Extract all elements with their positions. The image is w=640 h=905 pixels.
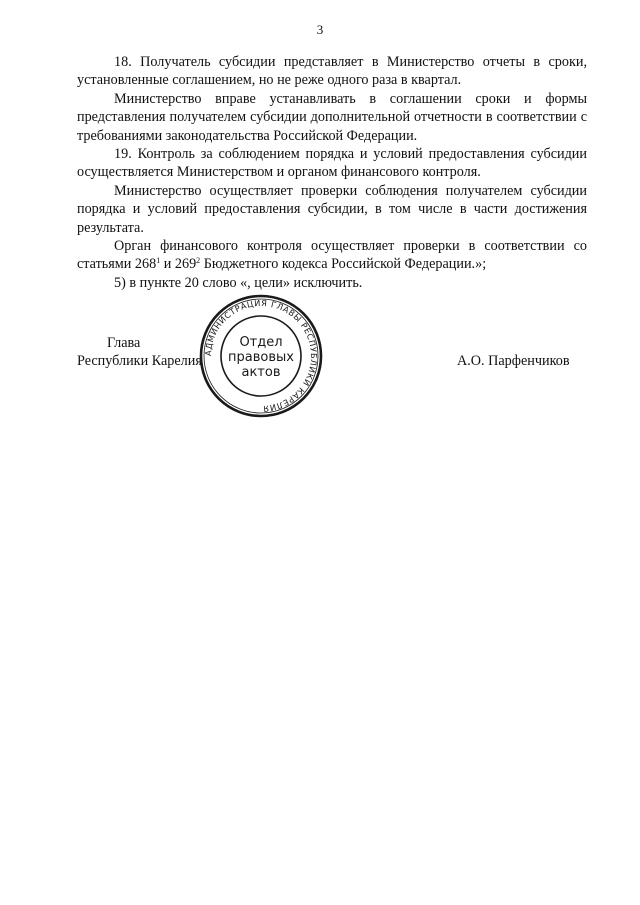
stamp-center-line1: Отдел (239, 335, 283, 350)
stamp-ring-text: АДМИНИСТРАЦИЯ ГЛАВЫ РЕСПУБЛИКИ КАРЕЛИЯ (202, 297, 320, 415)
paragraph-19-financial-control (77, 237, 587, 274)
superscript: 1 (156, 256, 161, 266)
text-segment: Бюджетного кодекса Российской Федерации.»; (200, 256, 487, 273)
signatory-title (77, 334, 202, 371)
text-segment: Орган финансового контроля осуществляет проверки в соответствии со статьями 268 (77, 238, 587, 273)
document-body (77, 53, 587, 292)
paragraph-19: 19. Контроль за соблюдением порядка и условий предоставления субсидии осуществляется Министерством и органом финансового контроля. (77, 146, 587, 181)
text-segment: и 269 (160, 256, 197, 273)
paragraph-18-reporting-forms: Министерство вправе устанавливать в соглашении сроки и формы представления получателем субсидии дополнительной отчетности в соответствии с требованиями законодательства Российской Федерации. (77, 90, 587, 144)
paragraph-19-inspections: Министерство осуществляет проверки соблюдения получателем субсидии порядка и условий предоставления субсидии, в том числе в части достижения результата. (77, 182, 587, 236)
paragraph-18: 18. Получатель субсидии представляет в Министерство отчеты в сроки, установленные соглашением, но не реже одного раза в квартал. (77, 54, 587, 89)
page-number: 3 (316, 22, 324, 37)
signatory-title-line1: Глава (107, 335, 141, 351)
official-stamp (198, 293, 324, 419)
signatory-name: А.О. Парфенчиков (457, 353, 570, 369)
superscript: 2 (196, 256, 201, 266)
paragraph-5-amendment: 5) в пункте 20 слово «, цели» исключить. (114, 274, 363, 291)
stamp-center-line3: актов (241, 365, 281, 380)
signatory-title-line2: Республики Карелия (77, 353, 202, 370)
stamp-center-line2: правовых (228, 350, 294, 365)
